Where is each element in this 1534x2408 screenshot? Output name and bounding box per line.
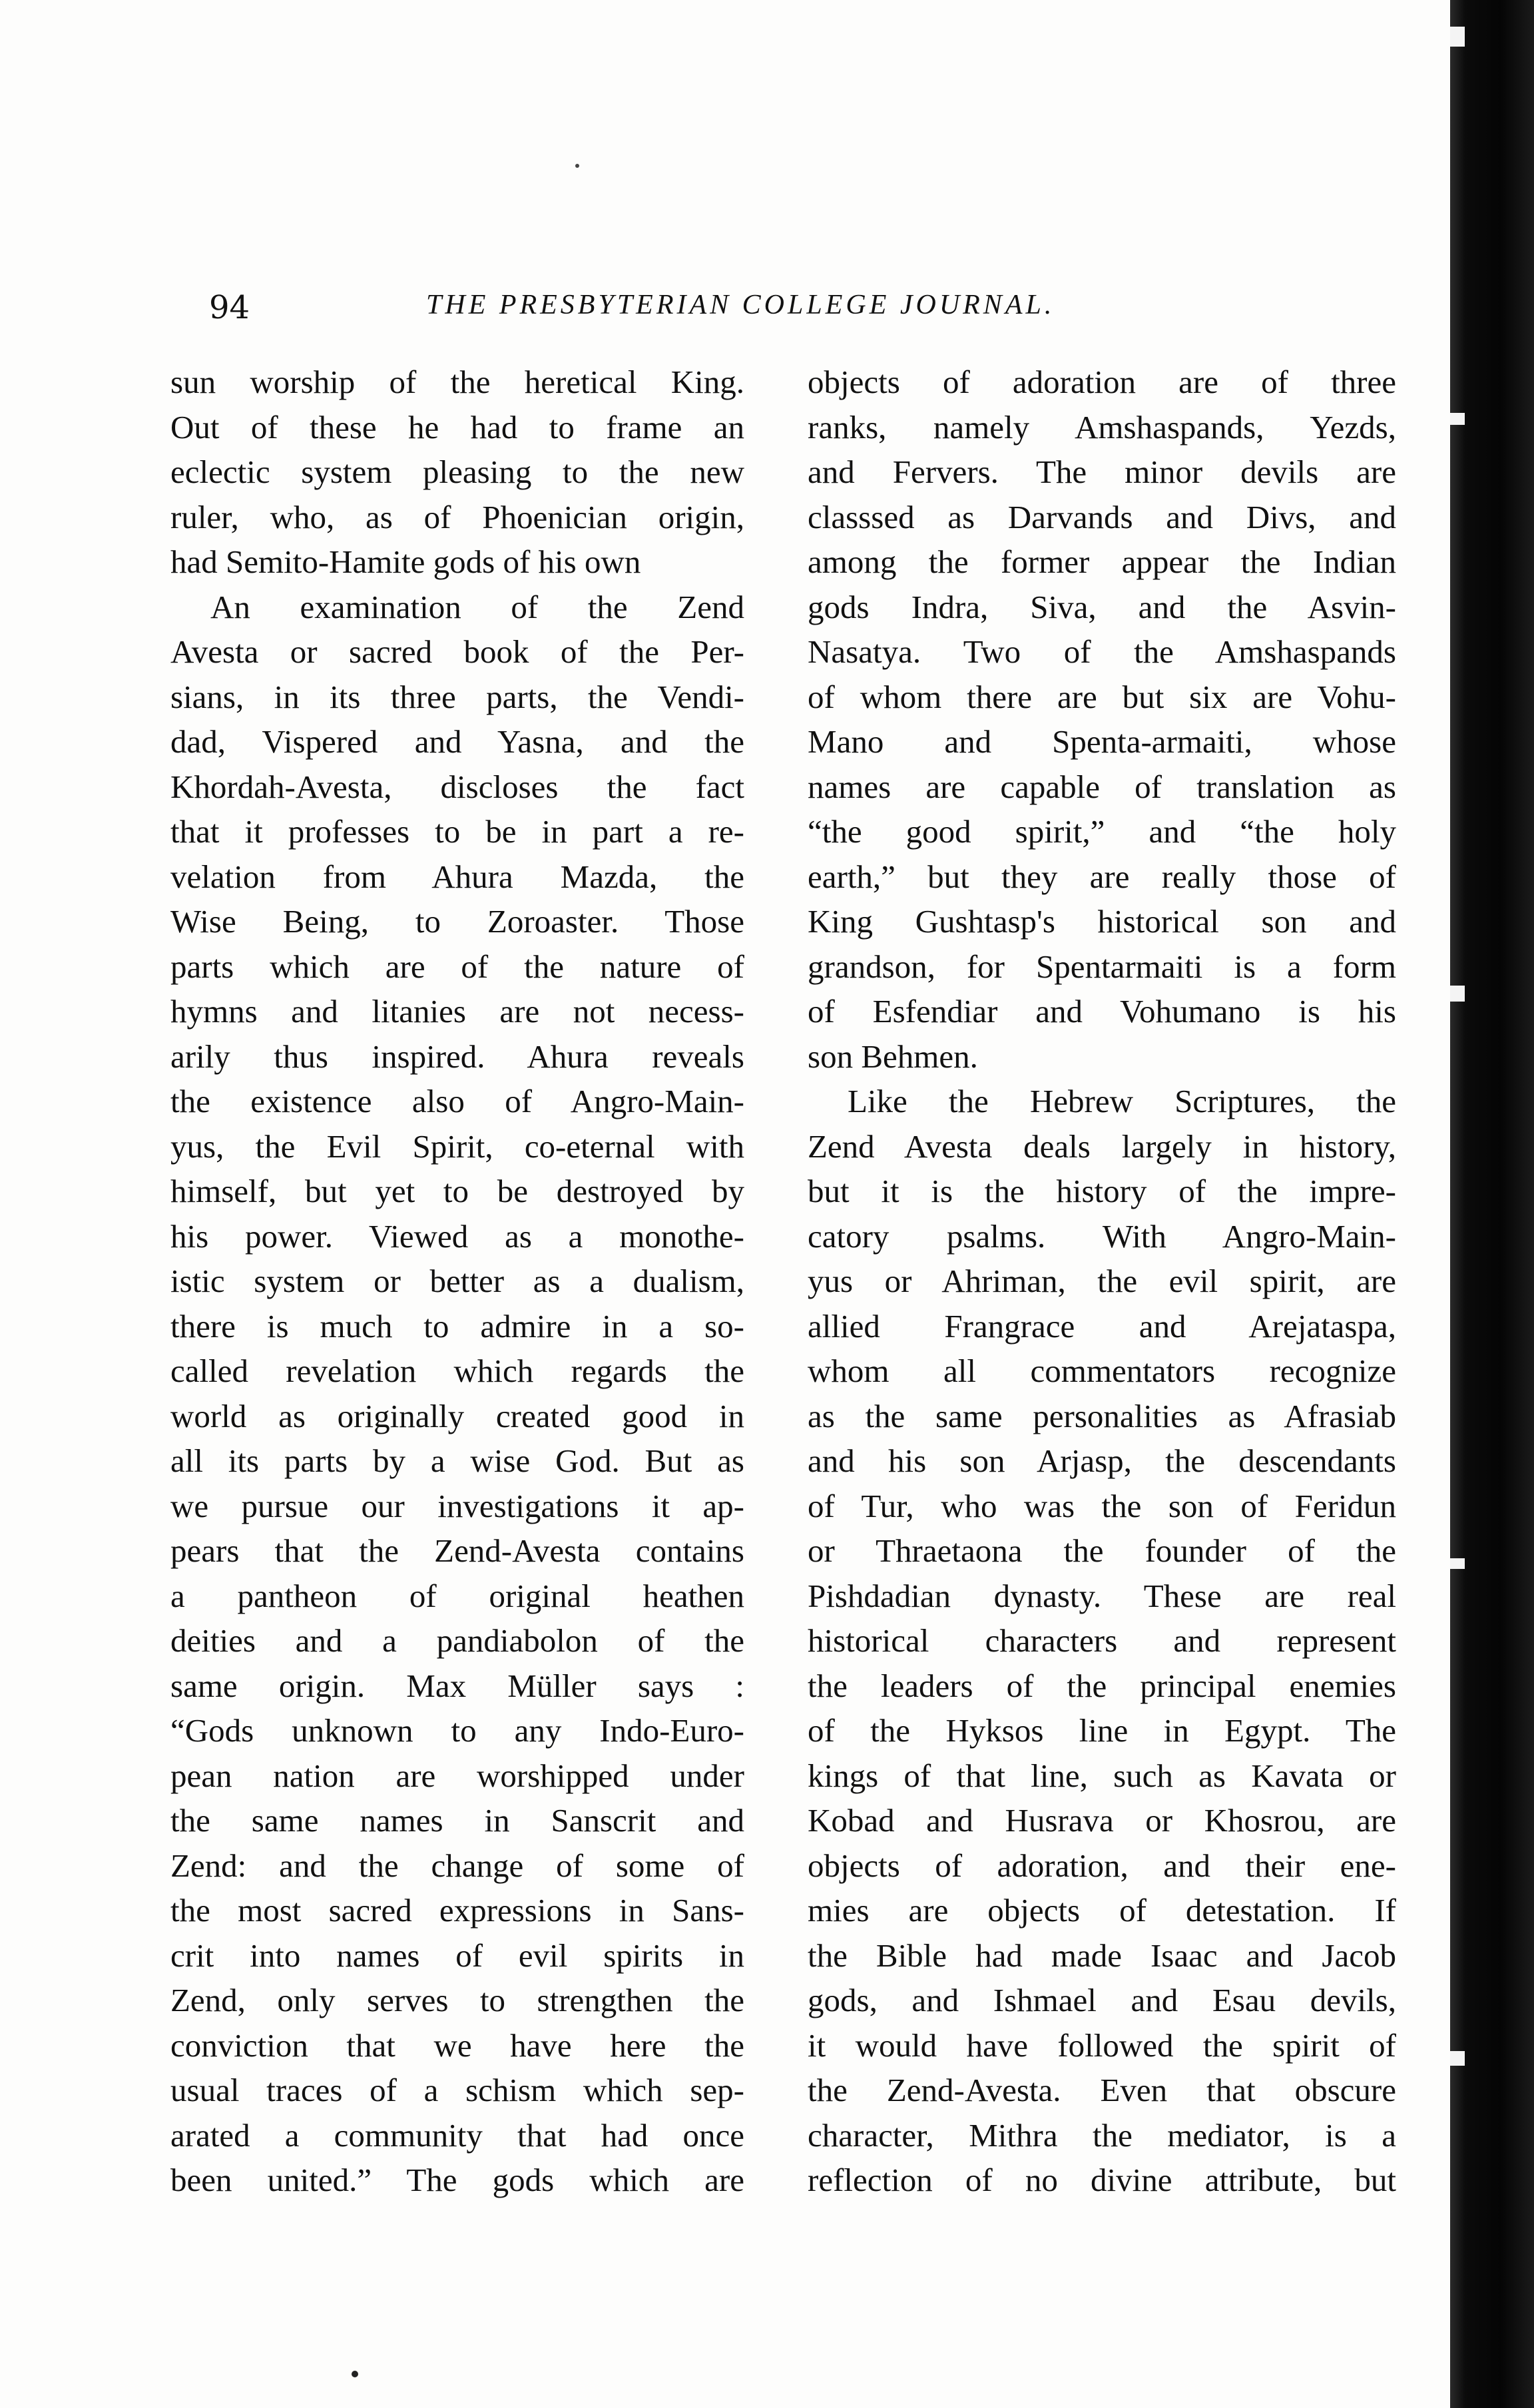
text-line: yus or Ahriman, the evil spirit, are — [808, 1263, 1396, 1299]
text-line: been united.” The gods which are — [170, 2162, 744, 2198]
text-line: objects of adoration are of three — [808, 364, 1396, 400]
scan-edge-speck — [1450, 27, 1465, 47]
text-line: Zend Avesta deals largely in history, — [808, 1127, 1396, 1165]
scan-edge-shadow — [1450, 0, 1534, 2408]
text-line: there is much to admire in a so- — [170, 1307, 744, 1345]
text-line: a pantheon of original heathen — [170, 1577, 744, 1614]
text-line: hymns and litanies are not necess- — [170, 993, 744, 1030]
text-line: sun worship of the heretical King. — [170, 364, 744, 400]
text-line: but it is the history of the impre- — [808, 1173, 1396, 1209]
text-line: pean nation are worshipped under — [170, 1757, 744, 1794]
text-line: or Thraetaona the founder of the — [808, 1532, 1396, 1569]
text-line: of Tur, who was the son of Feridun — [808, 1487, 1396, 1524]
text-line: ranks, namely Amshaspands, Yezds, — [808, 408, 1396, 446]
text-line: of the Hyksos line in Egypt. The — [808, 1712, 1396, 1749]
text-line: gods Indra, Siva, and the Asvin- — [808, 588, 1396, 625]
text-line: Pishdadian dynasty. These are real — [808, 1577, 1396, 1614]
text-line: arated a community that had once — [170, 2116, 744, 2154]
page-number: 94 — [209, 289, 250, 326]
text-line: the leaders of the principal enemies — [808, 1667, 1396, 1704]
text-line: allied Frangrace and Arejataspa, — [808, 1307, 1396, 1345]
text-line: the Zend-Avesta. Even that obscure — [808, 2072, 1396, 2108]
text-line: Out of these he had to frame an — [170, 408, 744, 446]
text-line: gods, and Ishmael and Esau devils, — [808, 1982, 1396, 2018]
text-line: arily thus inspired. Ahura reveals — [170, 1038, 744, 1075]
text-line: earth,” but they are really those of — [808, 858, 1396, 895]
running-title: THE PRESBYTERIAN COLLEGE JOURNAL. — [426, 290, 1055, 320]
left-column — [170, 360, 744, 2203]
text-line: mies are objects of detestation. If — [808, 1892, 1396, 1929]
scan-edge-speck — [1450, 986, 1465, 1002]
text-line: Mano and Spenta-armaiti, whose — [808, 723, 1396, 760]
text-line: eclectic system pleasing to the new — [170, 453, 744, 490]
text-line: Avesta or sacred book of the Per- — [170, 633, 744, 670]
text-line: parts which are of the nature of — [170, 948, 744, 985]
text-line: catory psalms. With Angro-Main- — [808, 1217, 1396, 1255]
text-line: as the same personalities as Afrasiab — [808, 1397, 1396, 1434]
text-line: and his son Arjasp, the descendants — [808, 1442, 1396, 1479]
text-line: objects of adoration, and their ene- — [808, 1847, 1396, 1884]
text-line: called revelation which regards the — [170, 1353, 744, 1389]
text-line: deities and a pandiabolon of the — [170, 1622, 744, 1659]
text-line: reflection of no divine attribute, but — [808, 2162, 1396, 2198]
text-line: pears that the Zend-Avesta contains — [170, 1532, 744, 1569]
text-line: his power. Viewed as a monothe- — [170, 1217, 744, 1255]
text-line: it would have followed the spirit of — [808, 2026, 1396, 2064]
text-line: usual traces of a schism which sep- — [170, 2072, 744, 2108]
text-line: we pursue our investigations it ap- — [170, 1487, 744, 1524]
scan-edge-speck — [1450, 413, 1465, 425]
text-line: Zend: and the change of some of — [170, 1847, 744, 1884]
text-line: character, Mithra the mediator, is a — [808, 2116, 1396, 2154]
text-line: “Gods unknown to any Indo-Euro- — [170, 1712, 744, 1749]
text-line: son Behmen. — [808, 1038, 978, 1075]
text-line: whom all commentators recognize — [808, 1353, 1396, 1389]
text-line: himself, but yet to be destroyed by — [170, 1173, 744, 1209]
text-line: kings of that line, such as Kavata or — [808, 1757, 1396, 1794]
text-line: velation from Ahura Mazda, the — [170, 858, 744, 895]
text-line: conviction that we have here the — [170, 2026, 744, 2064]
text-line: and Fervers. The minor devils are — [808, 453, 1396, 490]
text-line: the same names in Sanscrit and — [170, 1802, 744, 1839]
text-line: sians, in its three parts, the Vendi- — [170, 678, 744, 715]
text-line: “the good spirit,” and “the holy — [808, 813, 1396, 850]
scan-edge-speck — [1450, 2051, 1465, 2066]
text-line: Nasatya. Two of the Amshaspands — [808, 633, 1396, 670]
text-line: Like the Hebrew Scriptures, the — [848, 1083, 1396, 1119]
text-line: historical characters and represent — [808, 1622, 1396, 1659]
text-line: that it professes to be in part a re- — [170, 813, 744, 850]
text-line: same origin. Max Müller says : — [170, 1667, 744, 1704]
text-line: names are capable of translation as — [808, 768, 1396, 805]
text-line: all its parts by a wise God. But as — [170, 1442, 744, 1479]
text-line: Zend, only serves to strengthen the — [170, 1982, 744, 2018]
text-line: among the former appear the Indian — [808, 543, 1396, 580]
right-column — [808, 360, 1396, 2203]
text-line: yus, the Evil Spirit, co-eternal with — [170, 1127, 744, 1165]
text-line: King Gushtasp's historical son and — [808, 903, 1396, 940]
text-line: had Semito-Hamite gods of his own — [170, 543, 641, 580]
ink-speck — [352, 2371, 358, 2377]
text-line: the existence also of Angro-Main- — [170, 1083, 744, 1119]
scan-edge-speck — [1450, 1558, 1465, 1569]
text-line: world as originally created good in — [170, 1397, 744, 1434]
text-line: crit into names of evil spirits in — [170, 1937, 744, 1974]
text-line: the Bible had made Isaac and Jacob — [808, 1937, 1396, 1974]
text-line: of Esfendiar and Vohumano is his — [808, 993, 1396, 1030]
text-line: istic system or better as a dualism, — [170, 1263, 744, 1299]
text-line: dad, Vispered and Yasna, and the — [170, 723, 744, 760]
text-line: Wise Being, to Zoroaster. Those — [170, 903, 744, 940]
text-line: grandson, for Spentarmaiti is a form — [808, 948, 1396, 985]
text-line: An examination of the Zend — [210, 588, 744, 625]
text-line: Kobad and Husrava or Khosrou, are — [808, 1802, 1396, 1839]
text-line: Khordah-Avesta, discloses the fact — [170, 768, 744, 805]
ink-speck — [575, 164, 579, 168]
text-line: the most sacred expressions in Sans- — [170, 1892, 744, 1929]
text-line: of whom there are but six are Vohu- — [808, 678, 1396, 715]
text-line: ruler, who, as of Phoenician origin, — [170, 498, 744, 535]
text-line: classsed as Darvands and Divs, and — [808, 498, 1396, 535]
